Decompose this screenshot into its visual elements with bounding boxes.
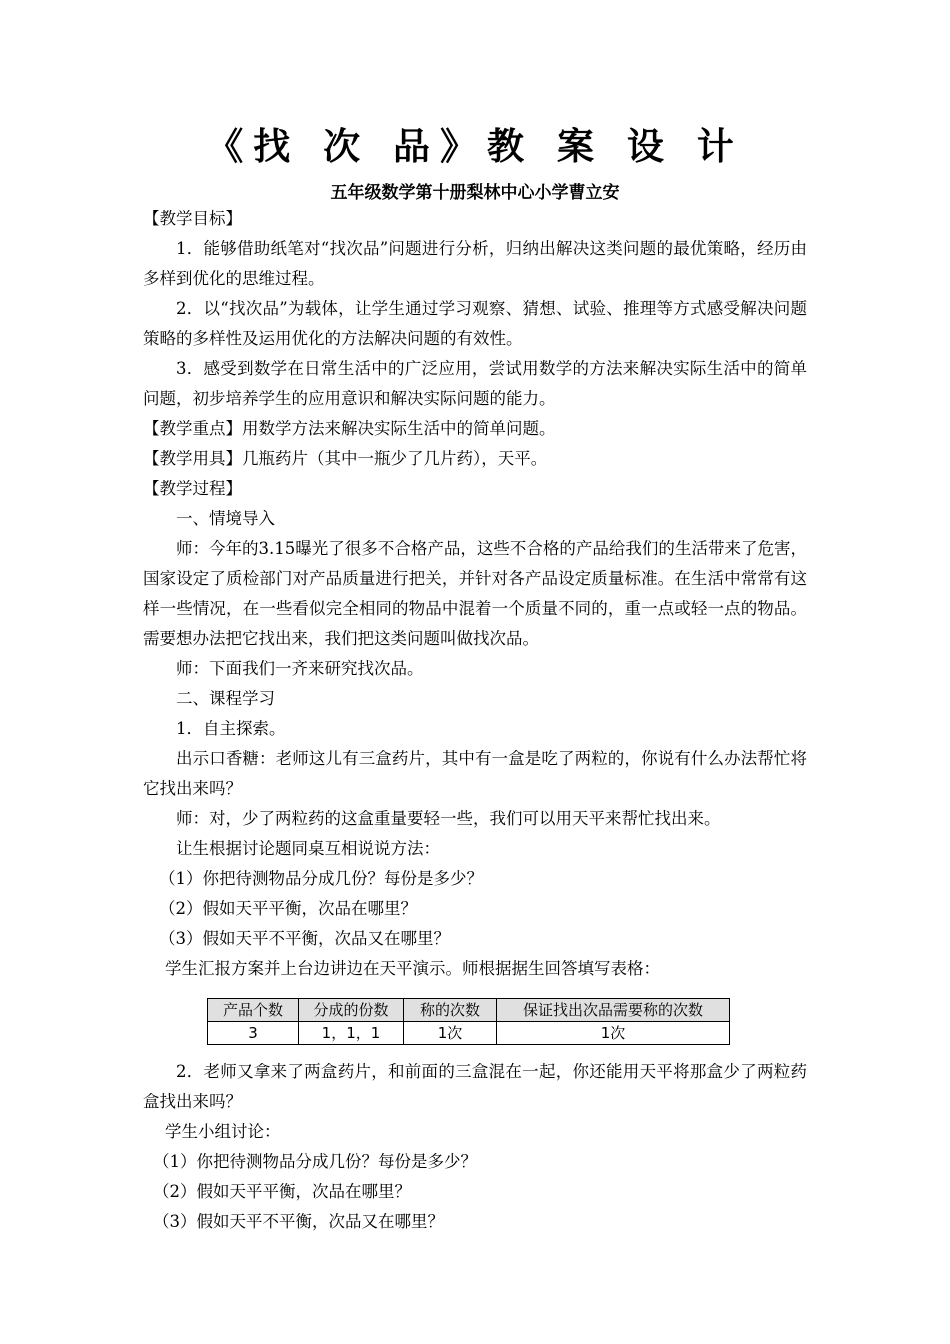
question-b-2: （2）假如天平平衡，次品在哪里？ [153,1182,411,1201]
paragraph-together: 师：下面我们一齐来研究找次品。 [176,659,424,678]
table-header-row [208,999,730,1022]
tools-text: 几瓶药片（其中一瓶少了几片药），天平。 [242,449,548,468]
question-a-2: （2）假如天平平衡，次品在哪里？ [159,899,417,918]
objectives-heading: 【教学目标】 [143,209,242,228]
focus-line [143,414,807,444]
paragraph-report: 学生汇报方案并上台边讲边在天平演示。师根据据生回答填写表格： [165,959,660,978]
table-header-cell: 保证找出次品需要称的次数 [497,999,730,1022]
table-header-cell: 分成的份数 [299,999,404,1022]
objective-2: 2．以“找次品”为载体，让学生通过学习观察、猜想、试验、推理等方式感受解决问题策略的多样性及运用优化的方法解决问题的有效性。 [143,299,807,348]
document-subtitle: 五年级数学第十册梨林中心小学曹立安 [330,183,620,203]
tools-line [143,444,807,474]
document-title: 《找 次 品》教 案 设 计 [206,125,744,168]
table-header-cell: 产品个数 [208,999,299,1022]
objective-3: 3．感受到数学在日常生活中的广泛应用，尝试用数学的方法来解决实际生活中的简单问题，初步培养学生的应用意识和解决实际问题的能力。 [143,359,807,408]
table-cell: 3 [208,1022,299,1045]
question-b-3: （3）假如天平不平衡，次品又在哪里？ [153,1212,444,1231]
paragraph-discuss: 让生根据讨论题同桌互相说说方法： [176,839,440,858]
table-cell: 1，1，1 [299,1022,404,1045]
paragraph-show: 出示口香糖：老师这儿有三盒药片，其中有一盒是吃了两粒的，你说有什么办法帮忙将它找出来吗？ [143,749,807,798]
table-header-cell: 称的次数 [404,999,497,1022]
table-row [208,1022,730,1045]
question-a-3: （3）假如天平不平衡，次品又在哪里？ [159,929,450,948]
results-table [207,998,730,1045]
table-cell: 1次 [404,1022,497,1045]
paragraph-group: 学生小组讨论： [165,1122,281,1141]
question-b-1: （1）你把待测物品分成几份？每份是多少？ [153,1152,477,1171]
step-1-title: 1．自主探索。 [176,719,286,738]
document-body [143,204,807,1237]
focus-heading: 【教学重点】 [143,419,242,438]
table-cell: 1次 [497,1022,730,1045]
tools-heading: 【教学用具】 [143,449,242,468]
question-a-1: （1）你把待测物品分成几份？每份是多少？ [159,869,483,888]
section-2-title: 二、课程学习 [176,689,275,708]
paragraph-intro: 师：今年的3.15曝光了很多不合格产品，这些不合格的产品给我们的生活带来了危害，国家设定了质检部门对产品质量进行把关，并针对各产品设定质量标准。在生活中常常有这样一些情况，在一些看似完全相同的物品中混着一个质量不同的，重一点或轻一点的物品。需要想办法把它找出来，我们把这类问题叫做找次品。 [143,539,807,648]
objective-1: 1．能够借助纸笔对“找次品”问题进行分析，归纳出解决这类问题的最优策略，经历由多样到优化的思维过程。 [143,239,807,288]
process-heading: 【教学过程】 [143,479,242,498]
paragraph-teacher: 师：对，少了两粒药的这盒重量要轻一些，我们可以用天平来帮忙找出来。 [176,809,721,828]
focus-text: 用数学方法来解决实际生活中的简单问题。 [242,419,556,438]
section-1-title: 一、情境导入 [176,509,275,528]
step-2-text: 2．老师又拿来了两盒药片，和前面的三盒混在一起，你还能用天平将那盒少了两粒药盒找出来吗？ [143,1062,807,1111]
